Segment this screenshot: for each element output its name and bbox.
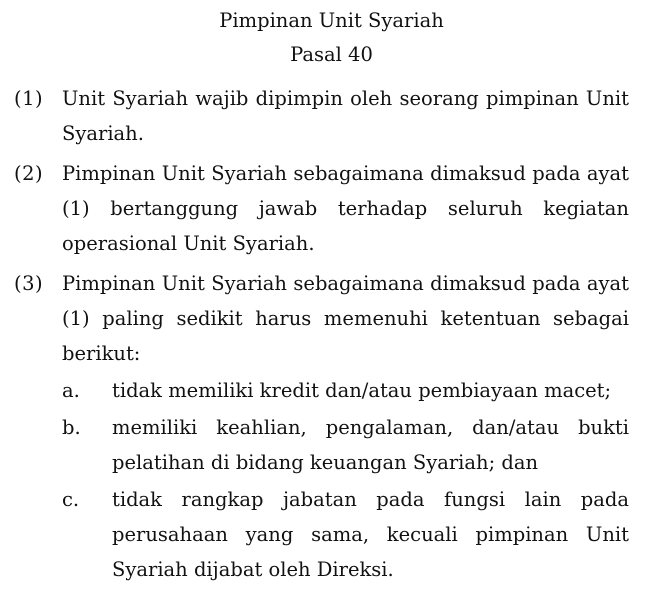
clause-list xyxy=(0,81,663,589)
clause-3 xyxy=(0,266,663,589)
article-title: Pasal 40 xyxy=(290,43,373,66)
clause-body xyxy=(62,81,629,151)
item-letter: a. xyxy=(62,379,80,402)
list-item-c xyxy=(62,482,629,587)
item-text: memiliki keahlian, pengalaman, dan/atau bukti pelatihan di bidang keuangan Syariah; dan xyxy=(112,416,629,474)
clause-text: Unit Syariah wajib dipimpin oleh seorang pimpinan Unit Syariah. xyxy=(62,87,629,145)
item-text: tidak memiliki kredit dan/atau pembiayaan macet; xyxy=(112,379,612,402)
item-list xyxy=(62,373,629,587)
item-text: tidak rangkap jabatan pada fungsi lain pada perusahaan yang sama, kecuali pimpinan Unit Syariah dijabat oleh Direksi. xyxy=(112,488,629,581)
list-item-a xyxy=(62,373,629,408)
list-item-b xyxy=(62,410,629,480)
clause-number: (3) xyxy=(14,272,44,295)
clause-2 xyxy=(0,156,663,261)
clause-text: Pimpinan Unit Syariah sebagaimana dimaksud pada ayat (1) bertanggung jawab terhadap seluruh kegiatan operasional Unit Syariah. xyxy=(62,162,629,255)
clause-1 xyxy=(0,81,663,151)
item-letter: c. xyxy=(62,488,80,511)
clause-body xyxy=(62,156,629,261)
clause-number: (2) xyxy=(14,162,44,185)
clause-text: Pimpinan Unit Syariah sebagaimana dimaksud pada ayat (1) paling sedikit harus memenuhi ketentuan sebagai berikut: xyxy=(62,272,629,365)
clause-body xyxy=(62,266,629,589)
item-letter: b. xyxy=(62,416,81,439)
chapter-title: Pimpinan Unit Syariah xyxy=(219,9,444,32)
clause-number: (1) xyxy=(14,87,44,110)
